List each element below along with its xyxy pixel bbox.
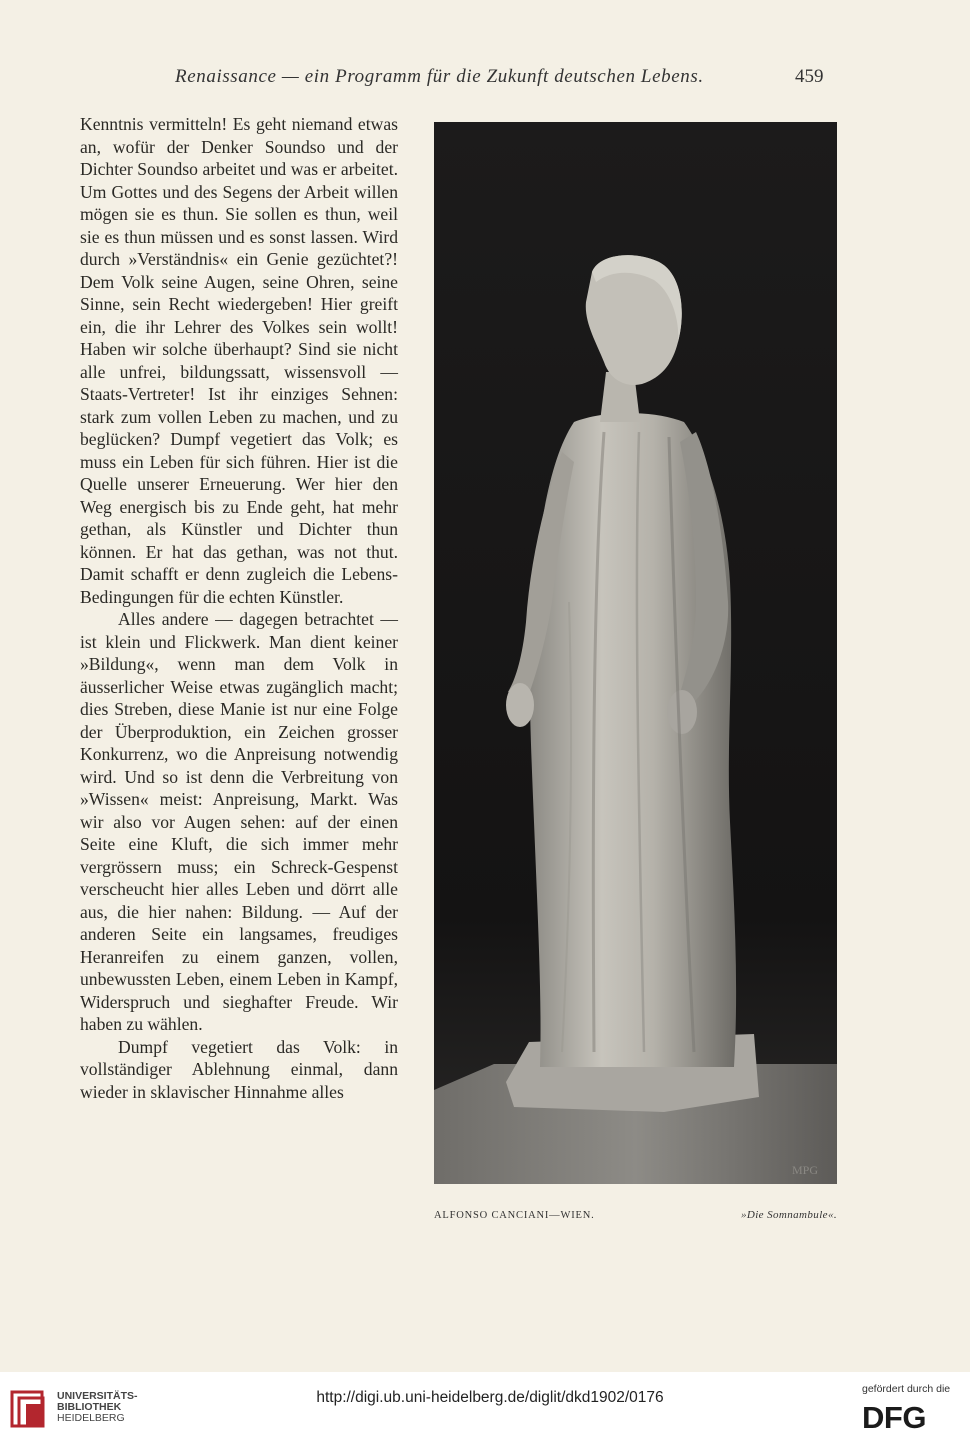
paragraph-1: Kenntnis vermitteln! Es geht niemand etwas an, wofür der Denker Soundso und der Dichter Soundso arbeitet und was er arbeitet. Um Gottes und des Segens der Arbeit willen mögen sie es thun. Sie sollen es thun, weil sie es thun müssen und es sonst lassen. Wird durch »Verständnis« ein Genie gezüchtet?! Dem Volk seine Augen, seine Ohren, seine Sinne, sein Recht wiedergeben! Hier greift ein, die ihr Lehrer des Volkes sein wollt! Haben wir solche überhaupt? Sind sie nicht alle unfrei, bildungssatt, wissensvoll — Staats-Vertreter! Ist ihr einziges Sehnen: stark zum vollen Leben zu machen, und zu beglücken? Dumpf vegetiert das Volk; es muss ein Leben für sich führen. Hier ist die Quelle unserer Erneuerung. Wer hier den Weg energisch bis zu Ende geht, hat mehr gethan, als Künstler und Dichter thun können. Er hat das gethan, was not thut. Damit schafft er denn zugleich die Lebens-Bedingungen für die echten Künstler. <box>80 114 398 607</box>
funding-label: gefördert durch die <box>862 1383 951 1395</box>
page-header <box>0 66 970 96</box>
sculpture-illustration <box>434 122 837 1184</box>
monogram: MPG <box>792 1163 819 1177</box>
library-name-line-3: HEIDELBERG <box>57 1412 125 1424</box>
right-hand <box>667 690 697 734</box>
caption-artist: ALFONSO CANCIANI—WIEN. <box>434 1210 595 1221</box>
page-number: 459 <box>795 66 824 87</box>
library-name-line-1: UNIVERSITÄTS- <box>57 1390 138 1402</box>
sculpture-photograph <box>434 122 837 1184</box>
running-title: Renaissance — ein Programm für die Zukunft deutschen Lebens. <box>175 66 704 87</box>
figure-caption <box>434 1210 839 1230</box>
permalink-url[interactable]: http://digi.ub.uni-heidelberg.de/diglit/dkd1902/0176 <box>316 1389 664 1406</box>
paragraph-3: Dumpf vegetiert das Volk: in vollständiger Ablehnung einmal, dann wieder in sklavischer Hinnahme alles <box>80 1036 398 1102</box>
library-logo-icon <box>10 1386 50 1430</box>
body-text-column <box>80 113 398 1103</box>
left-hand <box>506 683 534 727</box>
caption-title: »Die Somnambule«. <box>740 1209 837 1221</box>
library-name-line-2: BIBLIOTHEK <box>57 1401 122 1413</box>
paragraph-2: Alles andere — dagegen betrachtet — ist klein und Flickwerk. Man dient keiner »Bildung«, wenn man dem Volk in äusserlicher Weise etwas zugänglich macht; dies Streben, diese Manie ist nur eine Folge der Überproduktion, ein Zeichen grosser Konkurrenz, wo die Anpreisung notwendig wird. Und so ist denn die Verbreitung von »Wissen« meist: Anpreisung, Markt. Was wir also vor Augen sehen: auf der einen Seite eine Kluft, die sich immer mehr vergrössern muss; ein Schreck-Gespenst verscheucht hier alles Leben und dörrt alle aus, die hier nahen: Bildung. — Auf der anderen Seite ein langsames, freudiges Heranreifen zu einem ganzen, vollen, unbewussten Leben, einem Leben in Kampf, Widerspruch und sieghafter Freude. Wir haben zu wählen. <box>80 609 398 1034</box>
library-name <box>57 1391 138 1424</box>
digitization-footer <box>0 1372 970 1442</box>
dfg-logo: DFG <box>862 1400 926 1435</box>
